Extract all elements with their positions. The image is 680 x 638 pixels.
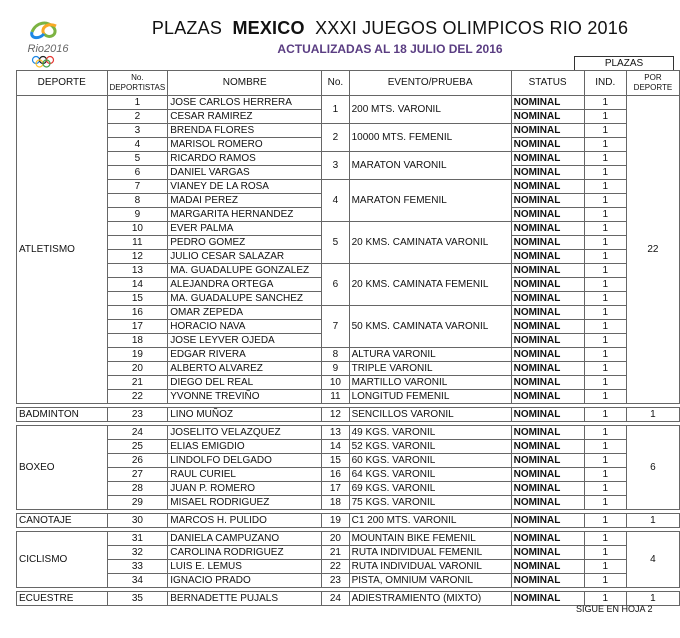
athlete-number: 27 bbox=[107, 468, 168, 482]
event-name: 75 KGS. VARONIL bbox=[349, 496, 511, 510]
event-number: 6 bbox=[322, 264, 349, 306]
event-number: 13 bbox=[322, 426, 349, 440]
athlete-number: 28 bbox=[107, 482, 168, 496]
athlete-number: 9 bbox=[107, 208, 168, 222]
athlete-name: BERNADETTE PUJALS bbox=[168, 592, 322, 606]
table-row bbox=[17, 426, 680, 440]
athlete-number: 13 bbox=[107, 264, 168, 278]
plaza-ind-value: 1 bbox=[584, 592, 626, 606]
plaza-ind-value: 1 bbox=[584, 138, 626, 152]
col-deporte: DEPORTE bbox=[17, 71, 108, 96]
table-row bbox=[17, 348, 680, 362]
event-name: 20 KMS. CAMINATA FEMENIL bbox=[349, 264, 511, 306]
logo-text: Rio2016 bbox=[27, 43, 69, 55]
plaza-ind-value: 1 bbox=[584, 376, 626, 390]
col-no: No. bbox=[322, 71, 349, 96]
athlete-number: 2 bbox=[107, 110, 168, 124]
athlete-number: 32 bbox=[107, 546, 168, 560]
status-value: NOMINAL bbox=[511, 334, 584, 348]
status-value: NOMINAL bbox=[511, 138, 584, 152]
athlete-name: ELIAS EMIGDIO bbox=[168, 440, 322, 454]
athlete-name: LINO MUÑOZ bbox=[168, 408, 322, 422]
plaza-ind-value: 1 bbox=[584, 306, 626, 320]
table-row bbox=[17, 152, 680, 166]
table-row bbox=[17, 376, 680, 390]
athlete-number: 16 bbox=[107, 306, 168, 320]
athlete-number: 19 bbox=[107, 348, 168, 362]
event-number: 21 bbox=[322, 546, 349, 560]
athlete-name: CAROLINA RODRIGUEZ bbox=[168, 546, 322, 560]
athlete-name: VIANEY DE LA ROSA bbox=[168, 180, 322, 194]
plaza-ind-value: 1 bbox=[584, 278, 626, 292]
athlete-number: 31 bbox=[107, 532, 168, 546]
athlete-number: 15 bbox=[107, 292, 168, 306]
plaza-ind-value: 1 bbox=[584, 468, 626, 482]
event-number: 5 bbox=[322, 222, 349, 264]
event-number: 20 bbox=[322, 532, 349, 546]
status-value: NOMINAL bbox=[511, 110, 584, 124]
plaza-ind-value: 1 bbox=[584, 348, 626, 362]
status-value: NOMINAL bbox=[511, 250, 584, 264]
status-value: NOMINAL bbox=[511, 292, 584, 306]
event-name: MARATON VARONIL bbox=[349, 152, 511, 180]
status-value: NOMINAL bbox=[511, 278, 584, 292]
event-name: MOUNTAIN BIKE FEMENIL bbox=[349, 532, 511, 546]
event-name: RUTA INDIVIDUAL VARONIL bbox=[349, 560, 511, 574]
plaza-ind-value: 1 bbox=[584, 320, 626, 334]
plazas-table bbox=[16, 70, 680, 606]
status-value: NOMINAL bbox=[511, 362, 584, 376]
athlete-number: 12 bbox=[107, 250, 168, 264]
status-value: NOMINAL bbox=[511, 408, 584, 422]
plaza-ind-value: 1 bbox=[584, 222, 626, 236]
title-pre: PLAZAS bbox=[151, 18, 223, 38]
event-number: 15 bbox=[322, 454, 349, 468]
event-name: 69 KGS. VARONIL bbox=[349, 482, 511, 496]
table-header-row bbox=[17, 71, 680, 96]
athlete-name: HORACIO NAVA bbox=[168, 320, 322, 334]
event-number: 23 bbox=[322, 574, 349, 588]
event-name: 20 KMS. CAMINATA VARONIL bbox=[349, 222, 511, 264]
athlete-number: 4 bbox=[107, 138, 168, 152]
athlete-number: 18 bbox=[107, 334, 168, 348]
status-value: NOMINAL bbox=[511, 180, 584, 194]
status-value: NOMINAL bbox=[511, 496, 584, 510]
athlete-number: 17 bbox=[107, 320, 168, 334]
event-name: 200 MTS. VARONIL bbox=[349, 96, 511, 124]
sport-name: ECUESTRE bbox=[17, 592, 108, 606]
plaza-ind-value: 1 bbox=[584, 454, 626, 468]
event-name: LONGITUD FEMENIL bbox=[349, 390, 511, 404]
athlete-name: BRENDA FLORES bbox=[168, 124, 322, 138]
status-value: NOMINAL bbox=[511, 348, 584, 362]
athlete-name: MA. GUADALUPE GONZALEZ bbox=[168, 264, 322, 278]
athlete-name: JOSE CARLOS HERRERA bbox=[168, 96, 322, 110]
athlete-number: 25 bbox=[107, 440, 168, 454]
table-row bbox=[17, 306, 680, 320]
event-name: SENCILLOS VARONIL bbox=[349, 408, 511, 422]
table-row bbox=[17, 468, 680, 482]
event-number: 3 bbox=[322, 152, 349, 180]
event-name: RUTA INDIVIDUAL FEMENIL bbox=[349, 546, 511, 560]
table-row bbox=[17, 574, 680, 588]
plazas-por-deporte: 6 bbox=[626, 426, 679, 510]
athlete-number: 35 bbox=[107, 592, 168, 606]
athlete-number: 29 bbox=[107, 496, 168, 510]
status-value: NOMINAL bbox=[511, 482, 584, 496]
athlete-number: 34 bbox=[107, 574, 168, 588]
athlete-name: OMAR ZEPEDA bbox=[168, 306, 322, 320]
athlete-number: 30 bbox=[107, 514, 168, 528]
page-subtitle: ACTUALIZADAS AL 18 JULIO DEL 2016 bbox=[277, 42, 503, 56]
plaza-ind-value: 1 bbox=[584, 264, 626, 278]
table-row bbox=[17, 560, 680, 574]
athlete-number: 11 bbox=[107, 236, 168, 250]
table-row bbox=[17, 222, 680, 236]
status-value: NOMINAL bbox=[511, 574, 584, 588]
event-name: ADIESTRAMIENTO (MIXTO) bbox=[349, 592, 511, 606]
sport-name: ATLETISMO bbox=[17, 96, 108, 404]
plaza-ind-value: 1 bbox=[584, 194, 626, 208]
event-name: ALTURA VARONIL bbox=[349, 348, 511, 362]
event-name: 49 KGS. VARONIL bbox=[349, 426, 511, 440]
plaza-ind-value: 1 bbox=[584, 574, 626, 588]
table-row bbox=[17, 180, 680, 194]
athlete-name: JOSELITO VELAZQUEZ bbox=[168, 426, 322, 440]
page-title bbox=[110, 18, 670, 39]
event-number: 18 bbox=[322, 496, 349, 510]
status-value: NOMINAL bbox=[511, 514, 584, 528]
plazas-por-deporte: 1 bbox=[626, 408, 679, 422]
event-number: 8 bbox=[322, 348, 349, 362]
athlete-name: IGNACIO PRADO bbox=[168, 574, 322, 588]
athlete-name: EDGAR RIVERA bbox=[168, 348, 322, 362]
event-name: MARATON FEMENIL bbox=[349, 180, 511, 222]
plaza-ind-value: 1 bbox=[584, 514, 626, 528]
table-row bbox=[17, 96, 680, 110]
athlete-number: 5 bbox=[107, 152, 168, 166]
event-number: 19 bbox=[322, 514, 349, 528]
plaza-ind-value: 1 bbox=[584, 96, 626, 110]
event-name: TRIPLE VARONIL bbox=[349, 362, 511, 376]
plaza-ind-value: 1 bbox=[584, 408, 626, 422]
sport-name: BADMINTON bbox=[17, 408, 108, 422]
event-number: 1 bbox=[322, 96, 349, 124]
event-number: 10 bbox=[322, 376, 349, 390]
status-value: NOMINAL bbox=[511, 194, 584, 208]
athlete-number: 23 bbox=[107, 408, 168, 422]
athlete-number: 7 bbox=[107, 180, 168, 194]
athlete-name: JULIO CESAR SALAZAR bbox=[168, 250, 322, 264]
title-country: MEXICO bbox=[232, 18, 305, 38]
plaza-ind-value: 1 bbox=[584, 250, 626, 264]
athlete-name: PEDRO GOMEZ bbox=[168, 236, 322, 250]
col-por-deporte: POR DEPORTE bbox=[626, 71, 679, 96]
status-value: NOMINAL bbox=[511, 222, 584, 236]
plaza-ind-value: 1 bbox=[584, 532, 626, 546]
event-name: MARTILLO VARONIL bbox=[349, 376, 511, 390]
athlete-name: MARGARITA HERNANDEZ bbox=[168, 208, 322, 222]
plaza-ind-value: 1 bbox=[584, 560, 626, 574]
athlete-number: 10 bbox=[107, 222, 168, 236]
plaza-ind-value: 1 bbox=[584, 546, 626, 560]
table-row bbox=[17, 532, 680, 546]
event-number: 16 bbox=[322, 468, 349, 482]
event-name: PISTA, OMNIUM VARONIL bbox=[349, 574, 511, 588]
athlete-name: RICARDO RAMOS bbox=[168, 152, 322, 166]
status-value: NOMINAL bbox=[511, 532, 584, 546]
col-evento: EVENTO/PRUEBA bbox=[349, 71, 511, 96]
status-value: NOMINAL bbox=[511, 440, 584, 454]
plazas-por-deporte: 1 bbox=[626, 592, 679, 606]
status-value: NOMINAL bbox=[511, 426, 584, 440]
status-value: NOMINAL bbox=[511, 264, 584, 278]
athlete-name: LUIS E. LEMUS bbox=[168, 560, 322, 574]
table-row bbox=[17, 408, 680, 422]
table-row bbox=[17, 454, 680, 468]
athlete-number: 26 bbox=[107, 454, 168, 468]
athlete-number: 6 bbox=[107, 166, 168, 180]
table-row bbox=[17, 514, 680, 528]
plaza-ind-value: 1 bbox=[584, 124, 626, 138]
status-value: NOMINAL bbox=[511, 166, 584, 180]
footer-note: SIGUE EN HOJA 2 bbox=[576, 604, 653, 614]
athlete-name: DANIELA CAMPUZANO bbox=[168, 532, 322, 546]
status-value: NOMINAL bbox=[511, 152, 584, 166]
col-no-deportistas: No. DEPORTISTAS bbox=[107, 71, 168, 96]
event-number: 9 bbox=[322, 362, 349, 376]
table-row bbox=[17, 362, 680, 376]
athlete-name: CESAR RAMIREZ bbox=[168, 110, 322, 124]
status-value: NOMINAL bbox=[511, 376, 584, 390]
athlete-number: 3 bbox=[107, 124, 168, 138]
athlete-number: 14 bbox=[107, 278, 168, 292]
status-value: NOMINAL bbox=[511, 560, 584, 574]
athlete-name: MARCOS H. PULIDO bbox=[168, 514, 322, 528]
event-number: 22 bbox=[322, 560, 349, 574]
athlete-name: DIEGO DEL REAL bbox=[168, 376, 322, 390]
athlete-name: MADAI PEREZ bbox=[168, 194, 322, 208]
table-row bbox=[17, 124, 680, 138]
athlete-number: 20 bbox=[107, 362, 168, 376]
athlete-name: MISAEL RODRIGUEZ bbox=[168, 496, 322, 510]
athlete-name: JOSE LEYVER OJEDA bbox=[168, 334, 322, 348]
plaza-ind-value: 1 bbox=[584, 482, 626, 496]
table-row bbox=[17, 390, 680, 404]
event-number: 17 bbox=[322, 482, 349, 496]
plaza-ind-value: 1 bbox=[584, 236, 626, 250]
table-body bbox=[17, 96, 680, 606]
plaza-ind-value: 1 bbox=[584, 426, 626, 440]
plazas-por-deporte: 1 bbox=[626, 514, 679, 528]
status-value: NOMINAL bbox=[511, 454, 584, 468]
athlete-name: ALBERTO ALVAREZ bbox=[168, 362, 322, 376]
event-name: 60 KGS. VARONIL bbox=[349, 454, 511, 468]
table-row bbox=[17, 482, 680, 496]
plazas-por-deporte: 22 bbox=[626, 96, 679, 404]
event-name: C1 200 MTS. VARONIL bbox=[349, 514, 511, 528]
athlete-number: 33 bbox=[107, 560, 168, 574]
athlete-number: 1 bbox=[107, 96, 168, 110]
plaza-ind-value: 1 bbox=[584, 110, 626, 124]
athlete-name: DANIEL VARGAS bbox=[168, 166, 322, 180]
status-value: NOMINAL bbox=[511, 236, 584, 250]
table-row bbox=[17, 546, 680, 560]
athlete-number: 24 bbox=[107, 426, 168, 440]
table-row bbox=[17, 440, 680, 454]
event-number: 14 bbox=[322, 440, 349, 454]
event-number: 2 bbox=[322, 124, 349, 152]
athlete-name: EVER PALMA bbox=[168, 222, 322, 236]
event-name: 50 KMS. CAMINATA VARONIL bbox=[349, 306, 511, 348]
event-name: 10000 MTS. FEMENIL bbox=[349, 124, 511, 152]
event-name: 52 KGS. VARONIL bbox=[349, 440, 511, 454]
event-number: 11 bbox=[322, 390, 349, 404]
event-name: 64 KGS. VARONIL bbox=[349, 468, 511, 482]
status-value: NOMINAL bbox=[511, 124, 584, 138]
status-value: NOMINAL bbox=[511, 546, 584, 560]
plazas-table-wrapper bbox=[16, 70, 680, 606]
athlete-number: 8 bbox=[107, 194, 168, 208]
status-value: NOMINAL bbox=[511, 468, 584, 482]
athlete-name: JUAN P. ROMERO bbox=[168, 482, 322, 496]
athlete-name: LINDOLFO DELGADO bbox=[168, 454, 322, 468]
plaza-ind-value: 1 bbox=[584, 334, 626, 348]
event-number: 4 bbox=[322, 180, 349, 222]
plaza-ind-value: 1 bbox=[584, 440, 626, 454]
athlete-name: MARISOL ROMERO bbox=[168, 138, 322, 152]
event-number: 12 bbox=[322, 408, 349, 422]
plazas-group-header: PLAZAS bbox=[574, 56, 674, 71]
sport-name: CICLISMO bbox=[17, 532, 108, 588]
col-ind: IND. bbox=[584, 71, 626, 96]
plaza-ind-value: 1 bbox=[584, 362, 626, 376]
status-value: NOMINAL bbox=[511, 320, 584, 334]
plaza-ind-value: 1 bbox=[584, 166, 626, 180]
col-nombre: NOMBRE bbox=[168, 71, 322, 96]
plaza-ind-value: 1 bbox=[584, 496, 626, 510]
plaza-ind-value: 1 bbox=[584, 390, 626, 404]
athlete-name: RAUL CURIEL bbox=[168, 468, 322, 482]
athlete-number: 21 bbox=[107, 376, 168, 390]
plaza-ind-value: 1 bbox=[584, 180, 626, 194]
sport-name: BOXEO bbox=[17, 426, 108, 510]
col-status: STATUS bbox=[511, 71, 584, 96]
athlete-name: ALEJANDRA ORTEGA bbox=[168, 278, 322, 292]
status-value: NOMINAL bbox=[511, 306, 584, 320]
status-value: NOMINAL bbox=[511, 96, 584, 110]
status-value: NOMINAL bbox=[511, 208, 584, 222]
athlete-name: YVONNE TREVIÑO bbox=[168, 390, 322, 404]
sport-name: CANOTAJE bbox=[17, 514, 108, 528]
plaza-ind-value: 1 bbox=[584, 208, 626, 222]
athlete-name: MA. GUADALUPE SANCHEZ bbox=[168, 292, 322, 306]
event-number: 24 bbox=[322, 592, 349, 606]
athlete-number: 22 bbox=[107, 390, 168, 404]
table-row bbox=[17, 264, 680, 278]
title-event: XXXI JUEGOS OLIMPICOS RIO 2016 bbox=[315, 18, 629, 38]
status-value: NOMINAL bbox=[511, 592, 584, 606]
rio2016-logo bbox=[18, 18, 78, 68]
plaza-ind-value: 1 bbox=[584, 152, 626, 166]
plaza-ind-value: 1 bbox=[584, 292, 626, 306]
plazas-por-deporte: 4 bbox=[626, 532, 679, 588]
status-value: NOMINAL bbox=[511, 390, 584, 404]
event-number: 7 bbox=[322, 306, 349, 348]
table-row bbox=[17, 496, 680, 510]
